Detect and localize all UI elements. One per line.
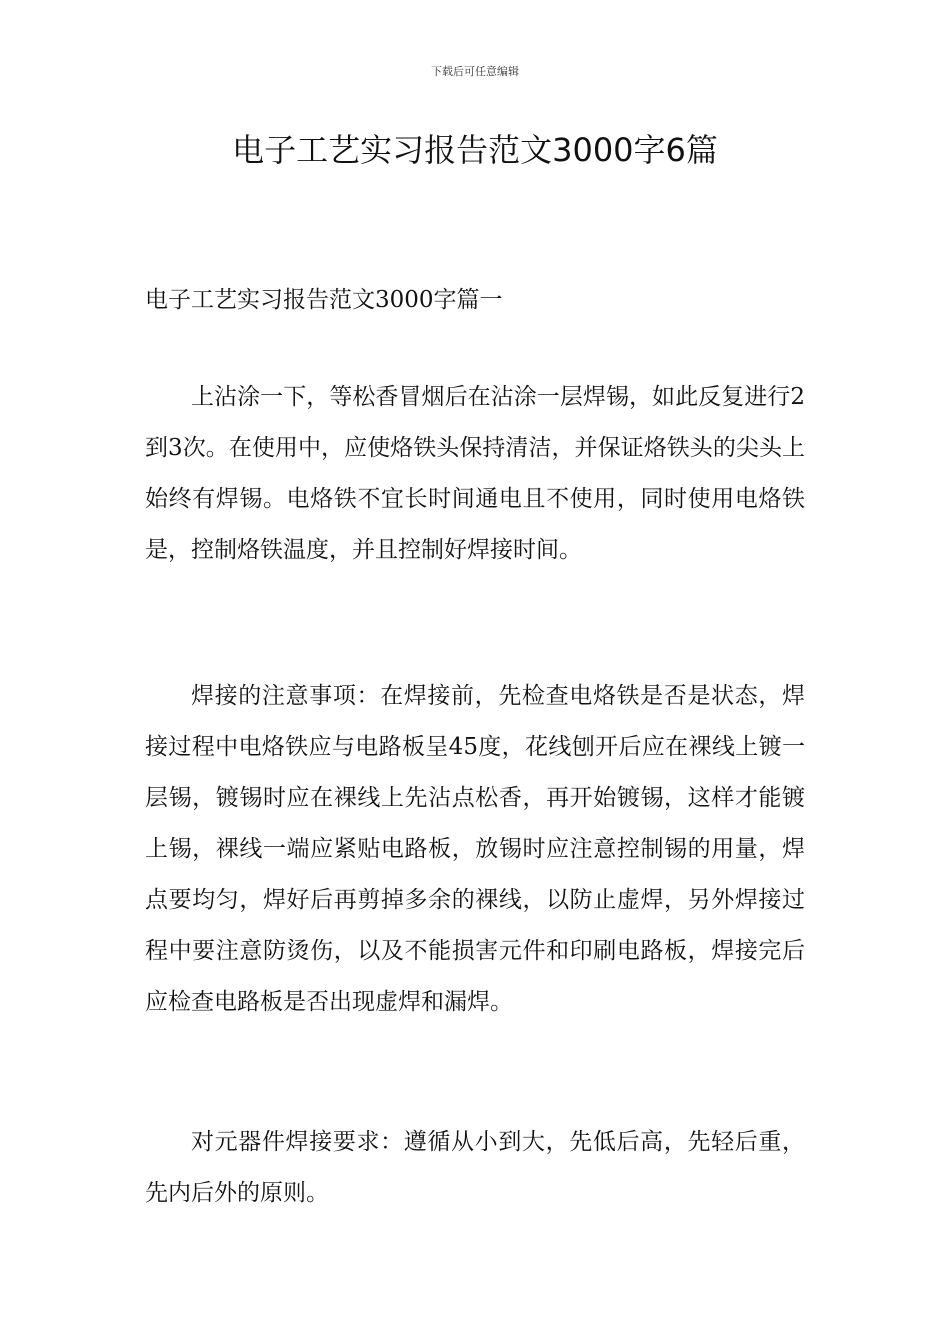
body-paragraph: 焊接的注意事项：在焊接前，先检查电烙铁是否是状态，焊接过程中电烙铁应与电路板呈45度，花线刨开后应在裸线上镀一层锡，镀锡时应在裸线上先沾点松香，再开始镀锡，这样才能镀上锡，裸线一端应紧贴电路板，放锡时应注意控制锡的用量，焊点要均匀，焊好后再剪掉多余的裸线，以防止虚焊，另外焊接过程中要注意防烫伤，以及不能损害元件和印刷电路板，焊接完后应检查电路板是否出现虚焊和漏焊。 xyxy=(145,683,805,1015)
body-paragraph: 对元器件焊接要求：遵循从小到大，先低后高，先轻后重，先内后外的原则。 xyxy=(145,1129,805,1206)
document-title: 电子工艺实习报告范文3000字6篇 xyxy=(232,131,718,169)
header-note: 下载后可任意编辑 xyxy=(431,65,519,78)
section-heading: 电子工艺实习报告范文3000字篇一 xyxy=(145,287,503,313)
body-paragraph: 上沾涂一下，等松香冒烟后在沾涂一层焊锡，如此反复进行2到3次。在使用中，应使烙铁头保持清洁，并保证烙铁头的尖头上始终有焊锡。电烙铁不宜长时间通电且不使用，同时使用电烙铁是，控制烙铁温度，并且控制好焊接时间。 xyxy=(145,384,805,563)
